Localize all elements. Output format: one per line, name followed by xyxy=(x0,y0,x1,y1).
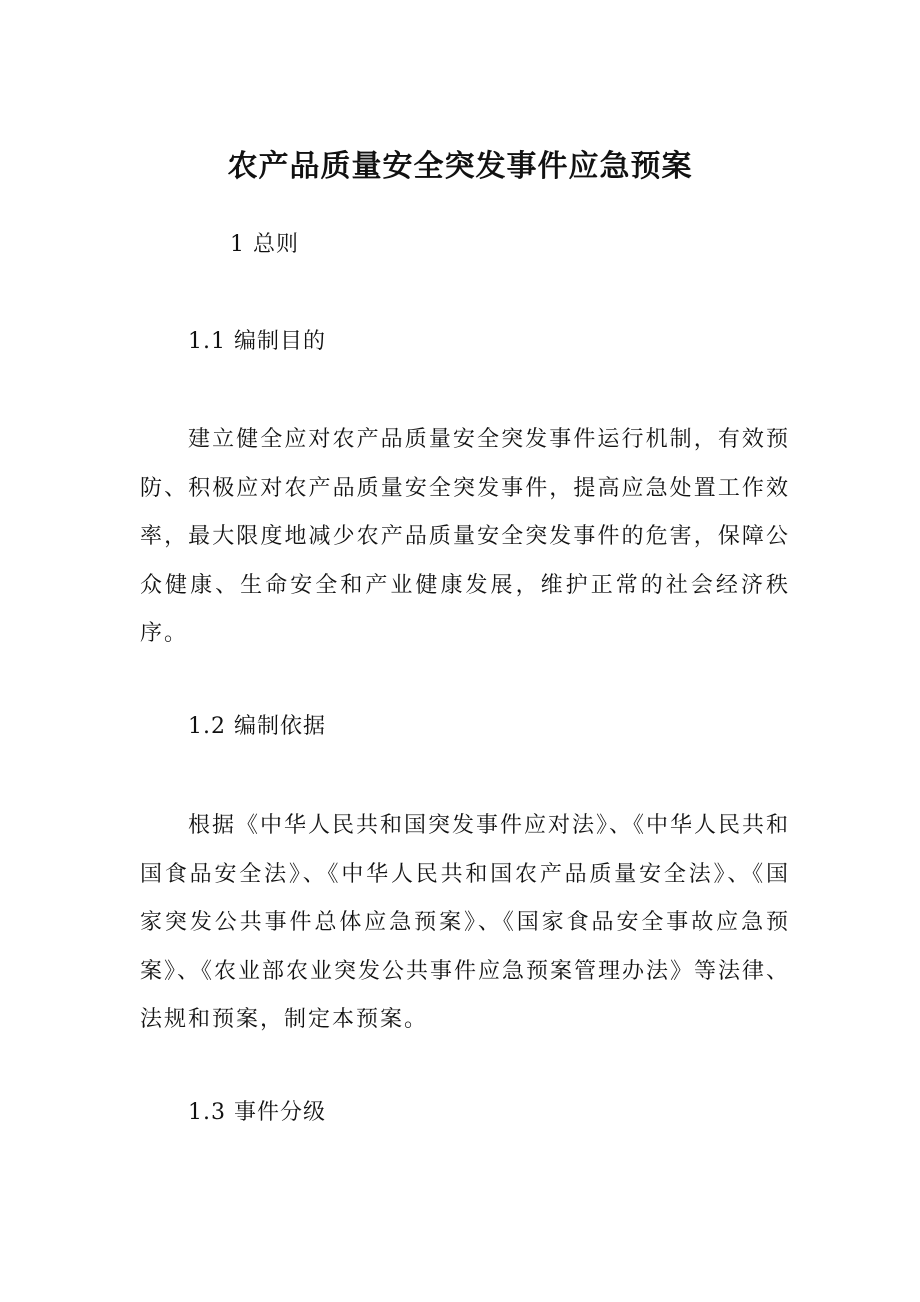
paragraph-basis: 根据《中华人民共和国突发事件应对法》、《中华人民共和国食品安全法》、《中华人民共和国农产品质量安全法》、《国家突发公共事件总体应急预案》、《国家食品安全事故应急预案》、《农业部农业突发公共事件应急预案管理办法》等法律、法规和预案，制定本预案。 xyxy=(140,813,791,1032)
document-title: 农产品质量安全突发事件应急预案 xyxy=(227,149,693,184)
section-heading-basis: 1.2 编制依据 xyxy=(188,714,326,739)
section-heading-general-provisions: 1 总则 xyxy=(230,232,299,257)
section-heading-purpose: 1.1 编制目的 xyxy=(188,329,326,354)
section-heading-event-classification: 1.3 事件分级 xyxy=(188,1100,326,1125)
paragraph-purpose: 建立健全应对农产品质量安全突发事件运行机制，有效预防、积极应对农产品质量安全突发事件，提高应急处置工作效率，最大限度地减少农产品质量安全突发事件的危害，保障公众健康、生命安全和产业健康发展，维护正常的社会经济秩序。 xyxy=(140,427,790,646)
